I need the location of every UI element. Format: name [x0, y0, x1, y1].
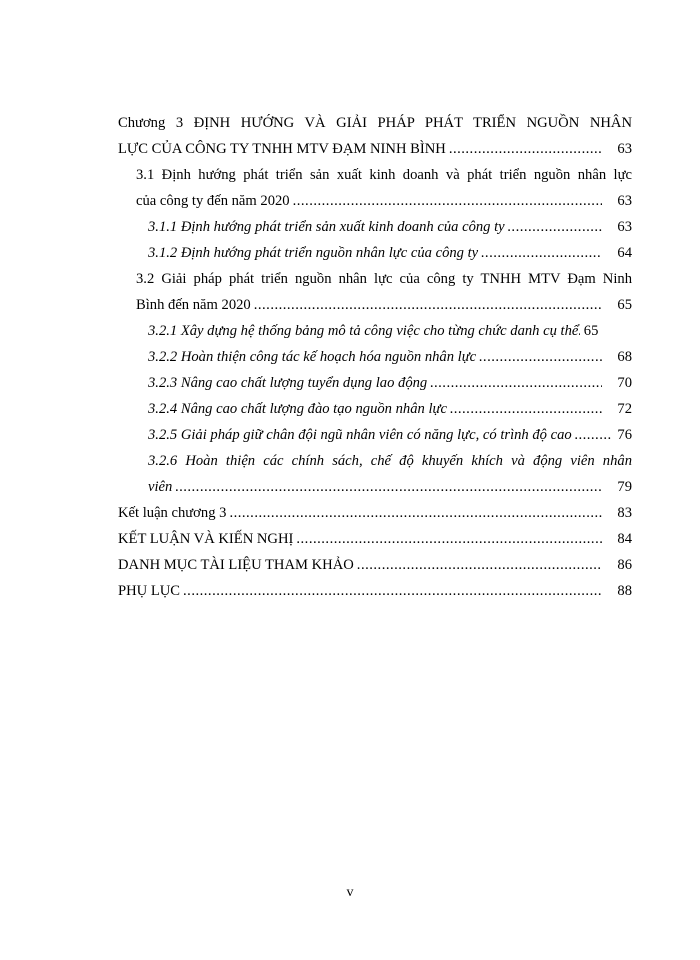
toc-entry-label: Kết luận chương 3: [118, 505, 227, 521]
toc-page-number: 65: [617, 297, 632, 313]
leader-dots: [447, 396, 602, 422]
leader-dots: [354, 552, 602, 578]
toc-section-3-2-entry[interactable]: [136, 292, 632, 318]
leader-dots: [180, 578, 602, 604]
leader-dots: [505, 214, 602, 240]
toc-entry-label: 3.2.5 Giải pháp giữ chân đội ngũ nhân viên có năng lực, có trình độ cao: [148, 427, 572, 443]
toc-page-number: 63: [617, 193, 632, 209]
toc-references[interactable]: [118, 552, 632, 578]
leader-dots: [478, 240, 602, 266]
toc-chapter-3-title: Chương 3 ĐỊNH HƯỚNG VÀ GIẢI PHÁP PHÁT TRIỂN NGUỒN NHÂN: [118, 115, 632, 131]
toc-entry-label: 3.2.1 Xây dựng hệ thống bảng mô tả công việc cho từng chức danh cụ thể: [148, 323, 579, 339]
toc-entry-label: PHỤ LỤC: [118, 583, 181, 599]
toc-entry-label: 3.1.1 Định hướng phát triển sản xuất kinh doanh của công ty: [148, 219, 505, 235]
leader-dots: [476, 344, 602, 370]
toc-section-3-2-3[interactable]: [148, 370, 632, 396]
toc-chapter-3-conclusion[interactable]: [118, 500, 632, 526]
toc-appendix[interactable]: [118, 578, 632, 604]
toc-page-number: 88: [617, 583, 632, 599]
leader-dots: [427, 370, 602, 396]
toc-entry-label: DANH MỤC TÀI LIỆU THAM KHẢO: [118, 557, 354, 573]
leader-dots: [251, 292, 602, 318]
toc-page-number: 84: [617, 531, 632, 547]
toc-page-number: 68: [617, 349, 632, 365]
toc-section-3-2-6-entry[interactable]: [148, 474, 632, 500]
toc-page-number: 70: [617, 375, 632, 391]
page-footer-number: v: [346, 885, 354, 900]
toc-conclusion-recommendations[interactable]: [118, 526, 632, 552]
toc-section-3-1-title: 3.1 Định hướng phát triển sản xuất kinh doanh và phát triển nguồn nhân lực: [136, 167, 632, 183]
toc-page-number: 64: [617, 245, 632, 261]
toc-section-3-2-4[interactable]: [148, 396, 632, 422]
toc-section-3-2-5[interactable]: [148, 422, 632, 448]
table-of-contents: [118, 110, 632, 604]
leader-dots: [290, 188, 602, 214]
toc-page-number: 86: [617, 557, 632, 573]
toc-section-3-2-1[interactable]: [148, 318, 632, 344]
toc-section-3-2-2[interactable]: [148, 344, 632, 370]
toc-page-number: 76: [617, 427, 632, 443]
toc-page-number: 83: [617, 505, 632, 521]
toc-entry-label: LỰC CỦA CÔNG TY TNHH MTV ĐẠM NINH BÌNH: [118, 141, 446, 157]
leader-dots: [172, 474, 602, 500]
toc-section-3-1-2[interactable]: [148, 240, 632, 266]
toc-entry-label: của công ty đến năm 2020: [136, 193, 290, 209]
toc-entry-label: 3.2.4 Nâng cao chất lượng đào tạo nguồn nhân lực: [148, 401, 447, 417]
toc-entry-label: viên: [148, 479, 173, 495]
toc-section-3-2-title: 3.2 Giải pháp phát triển nguồn nhân lực của công ty TNHH MTV Đạm Ninh: [136, 271, 632, 287]
toc-page-number: 72: [617, 401, 632, 417]
toc-page-number: 79: [617, 479, 632, 495]
toc-entry-label: 3.2.3 Nâng cao chất lượng tuyển dụng lao động: [148, 375, 428, 391]
toc-entry-label: 3.1.2 Định hướng phát triển nguồn nhân lực của công ty: [148, 245, 479, 261]
toc-entry-label: 3.2.2 Hoàn thiện công tác kế hoạch hóa nguồn nhân lực: [148, 349, 477, 365]
toc-section-3-1-entry[interactable]: [136, 188, 632, 214]
toc-chapter-3-entry[interactable]: [118, 136, 632, 162]
toc-entry-label: Bình đến năm 2020: [136, 297, 251, 313]
toc-page-number: 63: [617, 219, 632, 235]
toc-section-3-2-6-title: 3.2.6 Hoàn thiện các chính sách, chế độ khuyến khích và động viên nhân: [148, 453, 632, 469]
toc-section-3-1-1[interactable]: [148, 214, 632, 240]
leader-dots: [226, 500, 602, 526]
leader-dots: [446, 136, 602, 162]
leader-dots: [293, 526, 602, 552]
leader-dots: [572, 422, 612, 448]
toc-page-number: 65: [583, 323, 599, 339]
toc-entry-label: KẾT LUẬN VÀ KIẾN NGHỊ: [118, 531, 294, 547]
toc-page-number: 63: [617, 141, 632, 157]
